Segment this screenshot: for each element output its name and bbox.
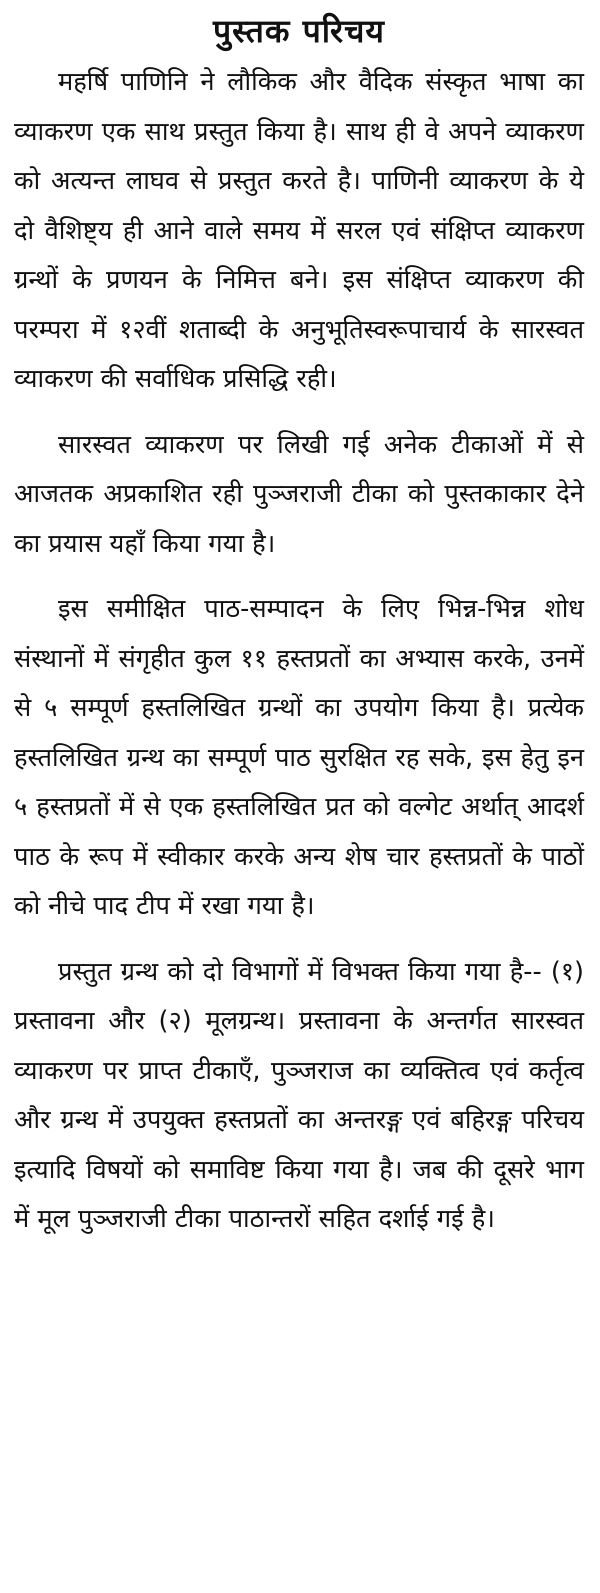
paragraph-punjaraji-tika: सारस्वत व्याकरण पर लिखी गई अनेक टीकाओं में से आजतक अप्रकाशित रही पुञ्जराजी टीका को पुस्तकाकार देने का प्रयास यहाँ किया गया है। — [14, 429, 584, 559]
paragraph-book-structure: प्रस्तुत ग्रन्थ को दो विभागों में विभक्त किया गया है-- (१) प्रस्तावना और (२) मूलग्रन्थ। प्रस्तावना के अन्तर्गत सारस्वत व्याकरण पर प्राप्त टीकाएँ, पुञ्जराज का व्यक्तित्व एवं कर्तृत्व और ग्रन्थ में उपयुक्त हस्तप्रतों का अन्तरङ्ग एवं बहिरङ्ग परिचय इत्यादि विषयों को समाविष्ट किया गया है। जब की दूसरे भाग में मूल पुञ्जराजी टीका पाठान्तरों सहित दर्शाई गई है। — [14, 956, 584, 1234]
paragraph-panini-grammar: महर्षि पाणिनि ने लौकिक और वैदिक संस्कृत भाषा का व्याकरण एक साथ प्रस्तुत किया है। साथ ही वे अपने व्याकरण को अत्यन्त लाघव से प्रस्तुत करते है। पाणिनी व्याकरण के ये दो वैशिष्ट्य ही आने वाले समय में सरल एवं संक्षिप्त व्याकरण ग्रन्थों के प्रणयन के निमित्त बने। इस संक्षिप्त व्याकरण की परम्परा में १२वीं शताब्दी के अनुभूतिस्वरूपाचार्य के सारस्वत व्याकरण की सर्वाधिक प्रसिद्धि रही। — [14, 67, 585, 394]
paragraph-critical-edition: इस समीक्षित पाठ-सम्पादन के लिए भिन्न-भिन्न शोध संस्थानों में संगृहीत कुल ११ हस्तप्रतों का अभ्यास करके, उनमें से ५ सम्पूर्ण हस्तलिखित ग्रन्थों का उपयोग किया है। प्रत्येक हस्तलिखित ग्रन्थ का सम्पूर्ण पाठ सुरक्षित रह सके, इस हेतु इन ५ हस्तप्रतों में से एक हस्तलिखित प्रत को वल्गेट अर्थात् आदर्श पाठ के रूप में स्वीकार करके अन्य शेष चार हस्तप्रतों के पाठों को नीचे पाद टीप में रखा गया है। — [14, 594, 584, 921]
page-title: पुस्तक परिचय — [212, 12, 385, 50]
